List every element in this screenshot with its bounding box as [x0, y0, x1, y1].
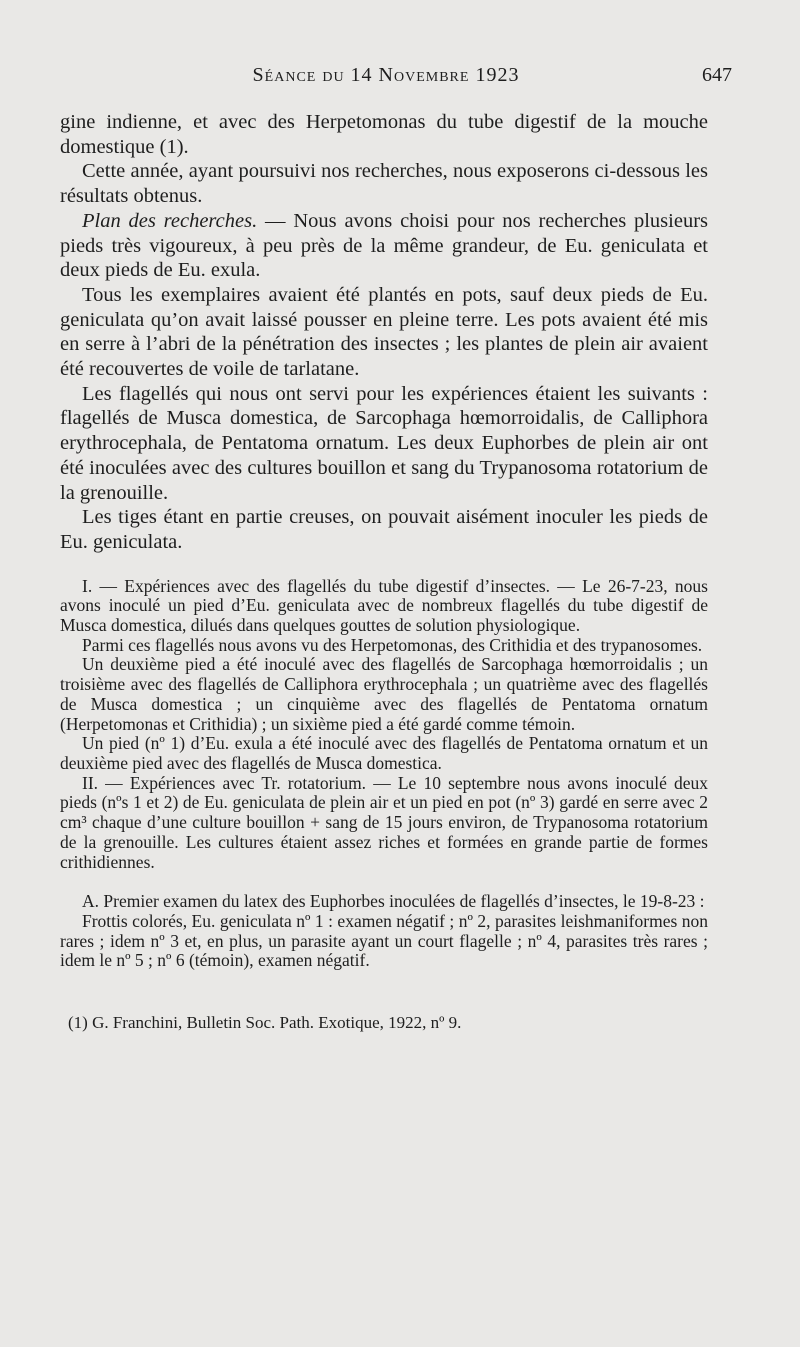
small-paragraph: II. — Expériences avec Tr. rotatorium. — Le 10 septembre nous avons inoculé deux pieds (nºs 1 et 2) de Eu. geniculata de plein air et un pied en pot (nº 3) gardé en serre avec 2 cm³ chaque d’une culture bouillon + sang de 15 jours environ, de Trypanosoma rotatorium de la grenouille. Les cultures étaient assez riches et formées en grande partie de formes crithidiennes. — [60, 772, 708, 872]
running-header — [60, 64, 732, 94]
page-number: 647 — [702, 64, 732, 86]
small-paragraph: Un deuxième pied a été inoculé avec des flagellés de Sarcophaga hœmorroidalis ; un troisième avec des flagellés de Calliphora erythrocephala ; un quatrième avec des flagellés de Musca domestica ; un cinquième avec des flagellés de Pentatoma ornatum (Herpetomonas et Crithidia) ; un sixième pied a été gardé comme témoin. — [60, 654, 708, 734]
paragraph: Cette année, ayant poursuivi nos recherches, nous exposerons ci-dessous les résultats obtenus. — [60, 160, 708, 208]
paragraph — [60, 209, 708, 283]
paragraph-text: — Nous avons choisi pour nos recherches plusieurs pieds très vigoureux, à peu près de la même grandeur, de Eu. geniculata et deux pieds de Eu. exula. — [60, 209, 709, 282]
paragraph: Tous les exemplaires avaient été plantés en pots, sauf deux pieds de Eu. geniculata qu’on avait laissé pousser en pleine terre. Les pots avaient été mis en serre à l’abri de la pénétration des insectes ; les plantes de plein air avaient été recouvertes de voile de tarlatane. — [60, 283, 708, 381]
small-paragraph: I. — Expériences avec des flagellés du tube digestif d’insectes. — Le 26-7-23, nous avons inoculé un pied d’Eu. geniculata avec de nombreux flagellés du tube digestif de Musca domestica, dilués dans quelques gouttes de solution physiologique. — [60, 575, 708, 636]
small-paragraph: Frottis colorés, Eu. geniculata nº 1 : examen négatif ; nº 2, parasites leishmaniformes non rares ; idem nº 3 et, en plus, un parasite ayant un court flagelle ; nº 4, parasites très rares ; idem le nº 5 ; nº 6 (témoin), examen négatif. — [60, 910, 708, 971]
small-paragraph: Un pied (nº 1) d’Eu. exula a été inoculé avec des flagellés de Pentatoma ornatum et un deuxième pied avec des flagellés de Musca domestica. — [60, 733, 708, 773]
paragraph: Les tiges étant en partie creuses, on pouvait aisément inoculer les pieds de Eu. geniculata. — [60, 506, 708, 553]
paragraph: Les flagellés qui nous ont servi pour les expériences étaient les suivants : flagellés de Musca domestica, de Sarcophaga hœmorroidalis, de Calliphora erythrocephala, de Pentatoma ornatum. Les deux Euphorbes de plein air ont été inoculées avec des cultures bouillon et sang du Trypanosoma rotatorium de la grenouille. — [60, 382, 708, 504]
page-body — [60, 110, 708, 1033]
footnote: (1) G. Franchini, Bulletin Soc. Path. Exotique, 1922, nº 9. — [68, 1013, 462, 1033]
main-text — [60, 110, 708, 555]
small-text — [60, 577, 708, 971]
section-lead: Plan des recherches. — [82, 209, 258, 232]
small-paragraph: A. Premier examen du latex des Euphorbes inoculées de flagellés d’insectes, le 19-8-23 : — [82, 891, 705, 912]
paragraph: gine indienne, et avec des Herpetomonas du tube digestif de la mouche domestique (1). — [60, 111, 708, 158]
running-title: Séance du 14 Novembre 1923 — [252, 64, 520, 86]
small-paragraph: Parmi ces flagellés nous avons vu des Herpetomonas, des Crithidia et des trypanosomes. — [82, 634, 703, 655]
